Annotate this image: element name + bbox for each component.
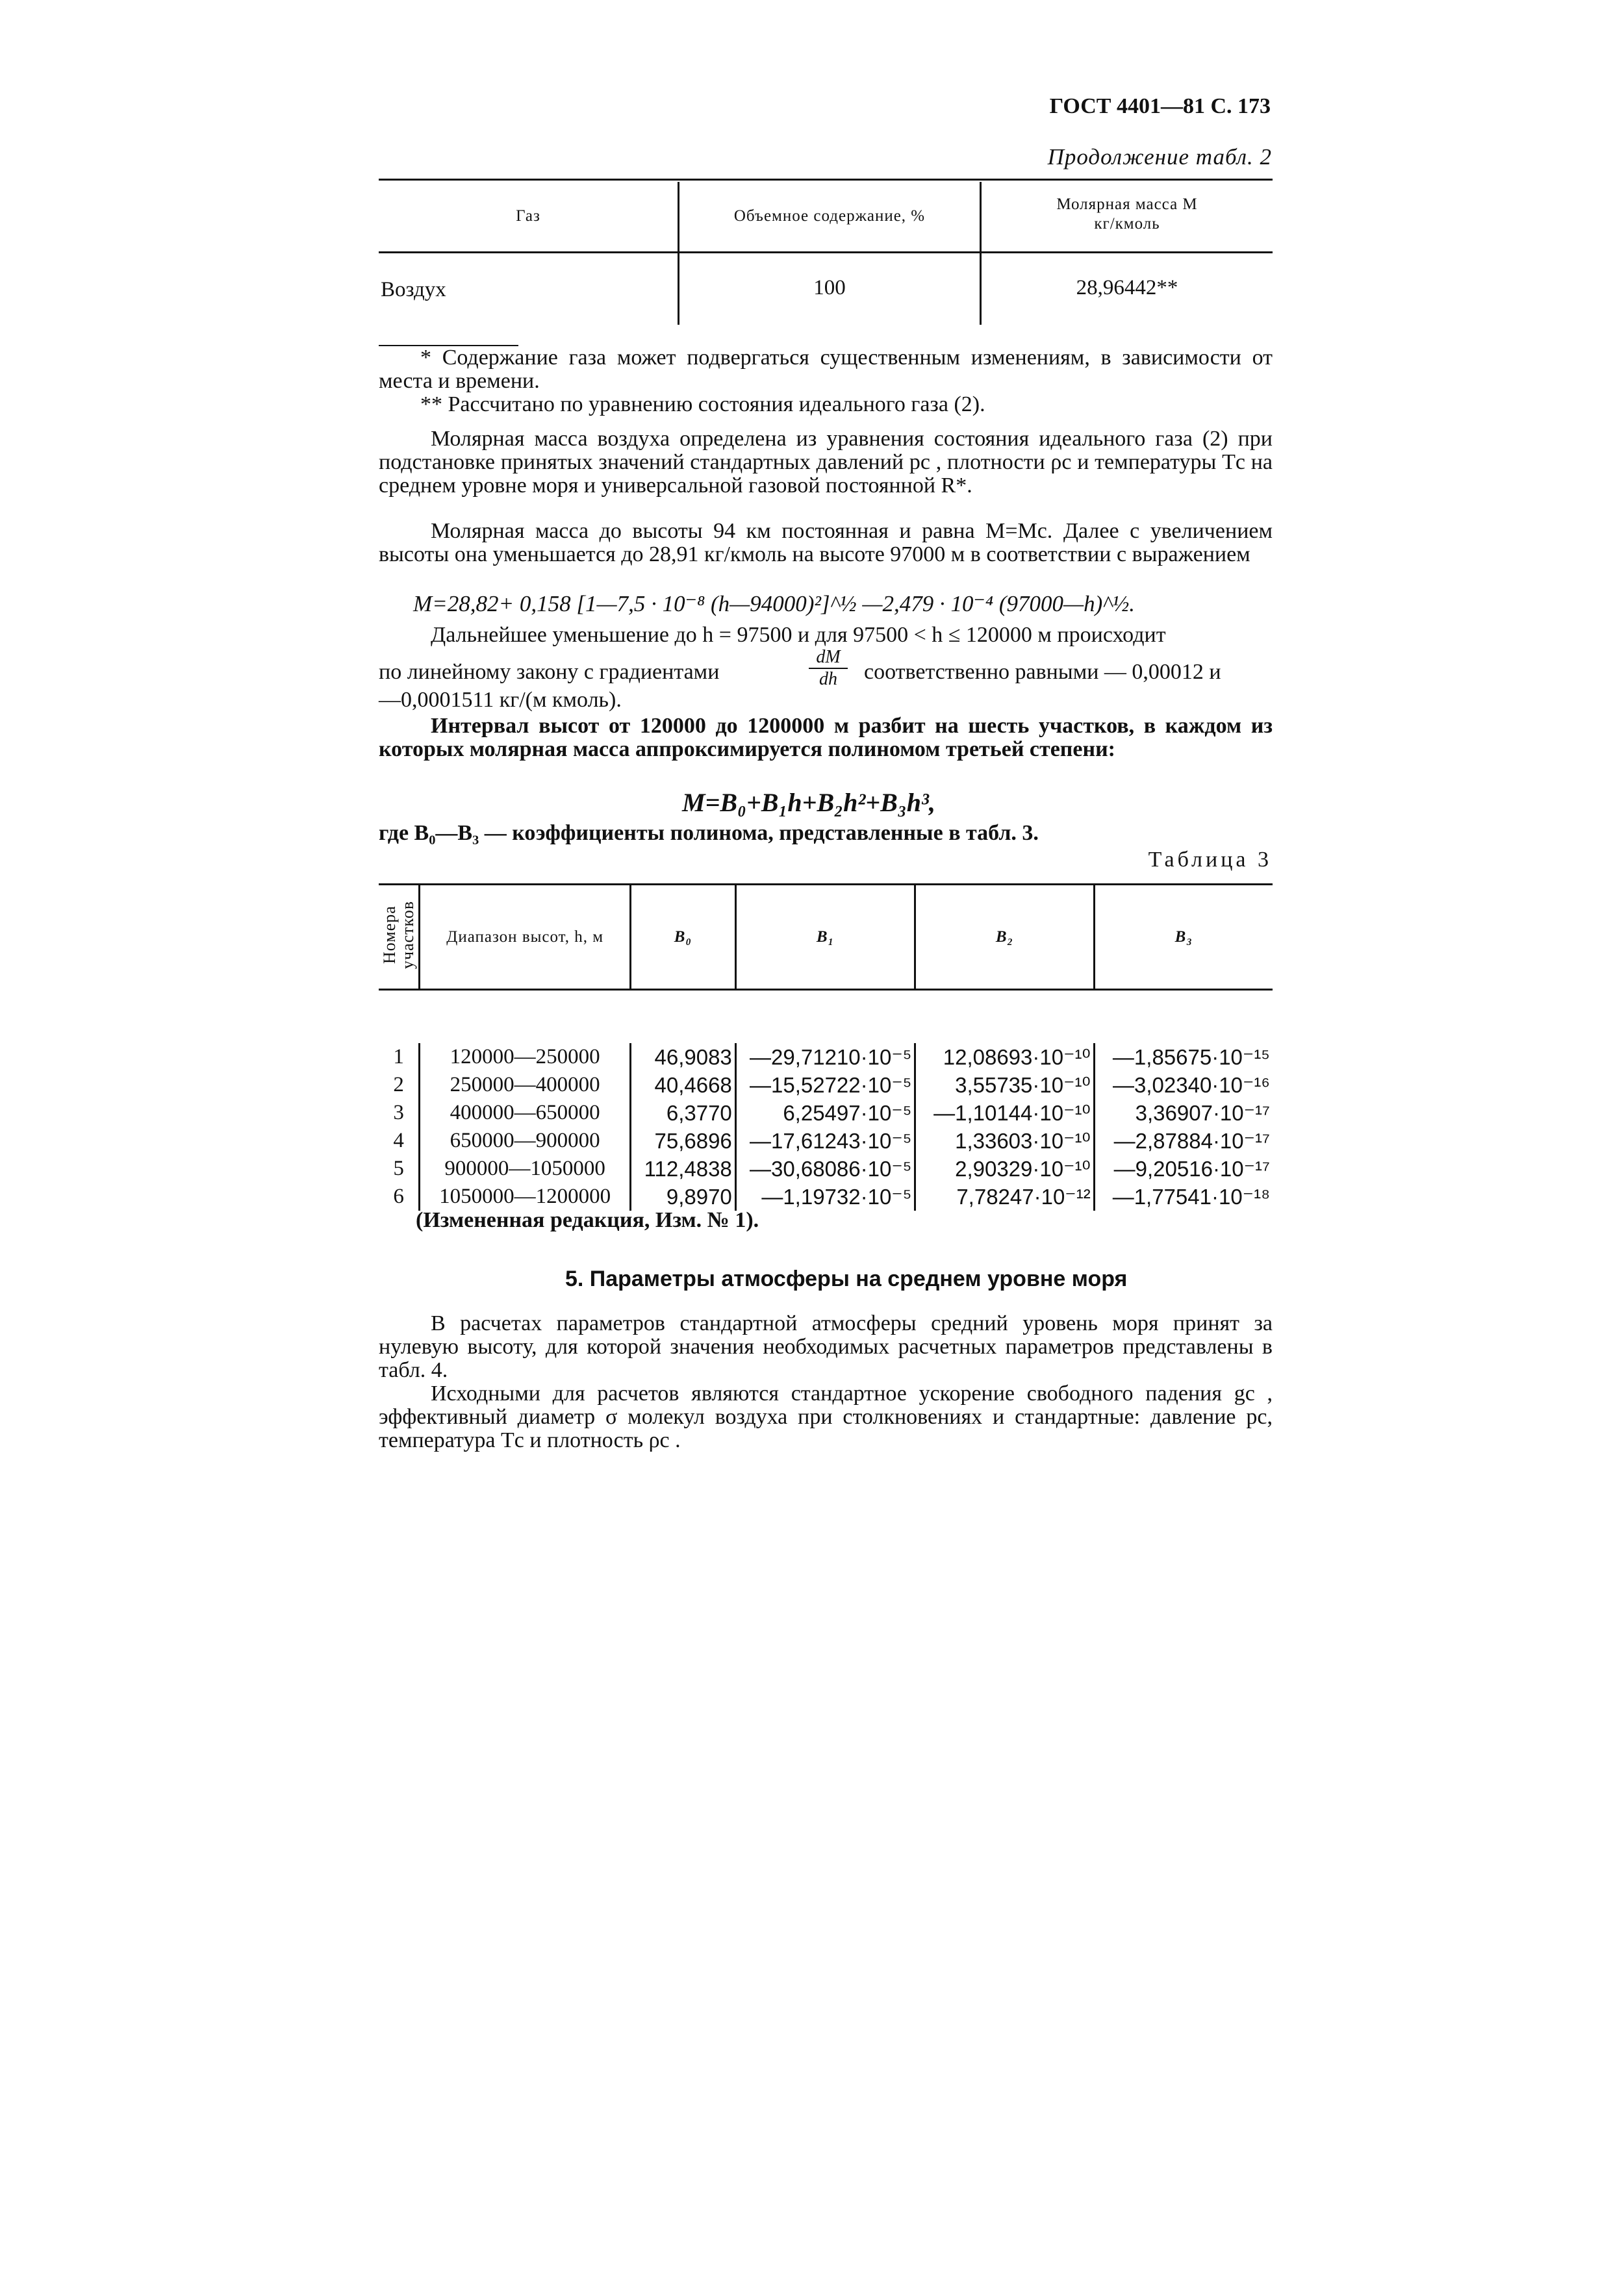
table-continuation-label: Продолжение табл. 2: [1047, 144, 1272, 170]
col-content: Объемное содержание, %: [733, 207, 926, 225]
table-row: 6 1050000—1200000 9,8970 —1,19732·10⁻⁵ 7,78247·10⁻¹² —1,77541·10⁻¹⁸: [379, 1183, 1273, 1211]
section-5-paragraph-2: Исходными для расчетов являются стандартное ускорение свободного падения gс , эффективный диаметр σ молекул воздуха при столкновениях и стандартные: давление pс, температура Tс и плотность ρс .: [379, 1382, 1273, 1452]
polynomial-equation: M=B₀+B₁h+B₂h²+B₃h³,: [682, 788, 935, 817]
table-row: 3 400000—650000 6,3770 6,25497·10⁻⁵ —1,10144·10⁻¹⁰ 3,36907·10⁻¹⁷: [379, 1099, 1273, 1127]
table-row: 1 120000—250000 46,9083 —29,71210·10⁻⁵ 12,08693·10⁻¹⁰ —1,85675·10⁻¹⁵: [379, 1043, 1273, 1071]
t3-header-b0: B₀: [631, 885, 736, 990]
t3-header-b1: B₁: [735, 885, 915, 990]
paragraph-94km: Молярная масса до высоты 94 км постоянная и равна M=Mс. Далее с увеличением высоты она уменьшается до 28,91 кг/кмоль на высоте 97000 м в соответствии с выражением: [379, 519, 1273, 566]
formula-molar-mass: M=28,82+ 0,158 [1—7,5 · 10⁻⁸ (h—94000)²]^½ —2,479 · 10⁻⁴ (97000—h)^½.: [413, 591, 1136, 616]
t3-header-b2: B₂: [915, 885, 1094, 990]
cell-gas: Воздух: [381, 278, 446, 301]
table-3-title: Таблица 3: [1148, 848, 1272, 872]
t3-header-range: Диапазон высот, h, м: [420, 885, 631, 990]
col-gas: Газ: [516, 207, 540, 225]
paragraph-gradient-values: соответственно равными — 0,00012 и: [864, 660, 1221, 684]
paragraph-further: Дальнейшее уменьшение до h = 97500 и для 97500 < h ≤ 120000 м происходит: [431, 623, 1166, 647]
cell-mass: 28,96442**: [1076, 276, 1178, 299]
paragraph-molar-mass: Молярная масса воздуха определена из уравнения состояния идеального газа (2) при подстановке принятых значений стандартных давлений pс , плотности ρс и температуры Tс на среднем уровне моря и универсальной газовой постоянной R*.: [379, 427, 1273, 498]
t3-header-b3: B₃: [1094, 885, 1273, 990]
paragraph-gradient-end: —0,0001511 кг/(м кмоль).: [379, 688, 622, 712]
amendment-note: (Измененная редакция, Изм. № 1).: [416, 1208, 759, 1232]
table-3: [379, 883, 1273, 1230]
paragraph-coefficients: где B₀—B₃ — коэффициенты полинома, представленные в табл. 3.: [379, 821, 1039, 845]
paragraph-gradient: по линейному закону с градиентами: [379, 660, 720, 684]
cell-content: 100: [813, 276, 846, 299]
paragraph-interval: Интервал высот от 120000 до 1200000 м разбит на шесть участков, в каждом из которых молярная масса аппроксимируется полиномом третьей степени:: [379, 714, 1273, 761]
t3-header-segment: Номера участков: [379, 900, 417, 969]
table-row: 2 250000—400000 40,4668 —15,52722·10⁻⁵ 3,55735·10⁻¹⁰ —3,02340·10⁻¹⁶: [379, 1071, 1273, 1099]
fraction-dm-dh: dM dh: [809, 647, 848, 690]
section-5-title: 5. Параметры атмосферы на среднем уровне моря: [565, 1267, 1128, 1291]
table-row: 4 650000—900000 75,6896 —17,61243·10⁻⁵ 1,33603·10⁻¹⁰ —2,87884·10⁻¹⁷: [379, 1127, 1273, 1155]
col-mass: Молярная масса M кг/кмоль: [1056, 196, 1198, 233]
page-header: ГОСТ 4401—81 С. 173: [1049, 94, 1271, 118]
table-row: 5 900000—1050000 112,4838 —30,68086·10⁻⁵ 2,90329·10⁻¹⁰ —9,20516·10⁻¹⁷: [379, 1155, 1273, 1183]
footnote-1: * Содержание газа может подвергаться существенным изменениям, в зависимости от места и времени.: [379, 346, 1273, 393]
section-5-paragraph-1: В расчетах параметров стандартной атмосферы средний уровень моря принят за нулевую высоту, для которой значения необходимых расчетных параметров представлены в табл. 4.: [379, 1311, 1273, 1382]
footnote-2: ** Рассчитано по уравнению состояния идеального газа (2).: [420, 392, 985, 416]
